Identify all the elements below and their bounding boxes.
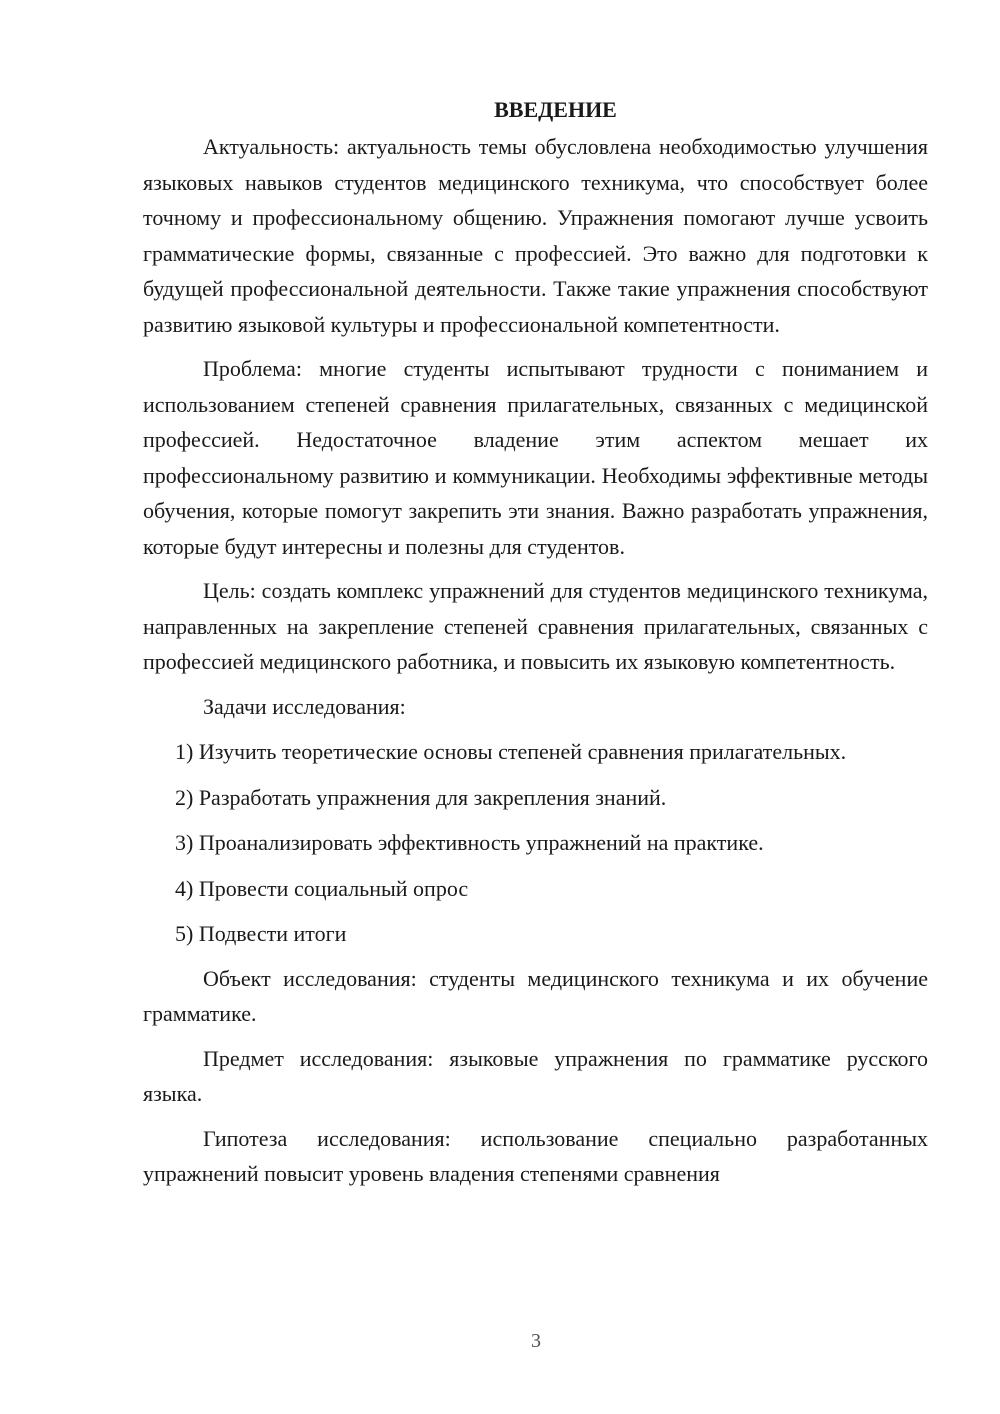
goal-paragraph: Цель: создать комплекс упражнений для студентов медицинского техникума, направленных на закрепление степеней сравнения прилагательных, связанных с профессией медицинского работника, и повысить их языковую компетентность. (143, 578, 928, 674)
page-title: ВВЕДЕНИЕ (494, 97, 617, 122)
task-item: 2) Разработать упражнения для закрепления знаний. (175, 784, 667, 810)
subject-paragraph: Предмет исследования: языковые упражнения по грамматике русского языка. (143, 1045, 928, 1106)
task-item: 3) Проанализировать эффективность упражнений на практике. (175, 830, 764, 855)
task-item: 4) Провести социальный опрос (175, 875, 469, 901)
task-item: 1) Изучить теоретические основы степеней сравнения прилагательных. (175, 739, 847, 764)
document-page (143, 92, 928, 1192)
object-paragraph: Объект исследования: студенты медицинского техникума и их обучение грамматике. (143, 965, 928, 1026)
tasks-heading: Задачи исследования: (203, 693, 406, 719)
hypothesis-paragraph: Гипотеза исследования: использование специально разработанных упражнений повысит уровень владения степенями сравнения (143, 1125, 928, 1186)
problem-paragraph: Проблема: многие студенты испытывают трудности с пониманием и использованием степеней сравнения прилагательных, связанных с медицинской профессией. Недостаточное владение этим аспектом мешает их профессиональному развитию и коммуникации. Необходимы эффективные методы обучения, которые помогут закрепить эти знания. Важно разработать упражнения, которые будут интересны и полезны для студентов. (143, 356, 928, 559)
relevance-paragraph: Актуальность: актуальность темы обусловлена необходимостью улучшения языковых навыков студентов медицинского техникума, что способствует более точному и профессиональному общению. Упражнения помогают лучше усвоить грамматические формы, связанные с профессией. Это важно для подготовки к будущей профессиональной деятельности. Также такие упражнения способствуют развитию языковой культуры и профессиональной компетентности. (143, 134, 928, 337)
task-item: 5) Подвести итоги (175, 921, 347, 946)
page-number: 3 (531, 1330, 541, 1352)
